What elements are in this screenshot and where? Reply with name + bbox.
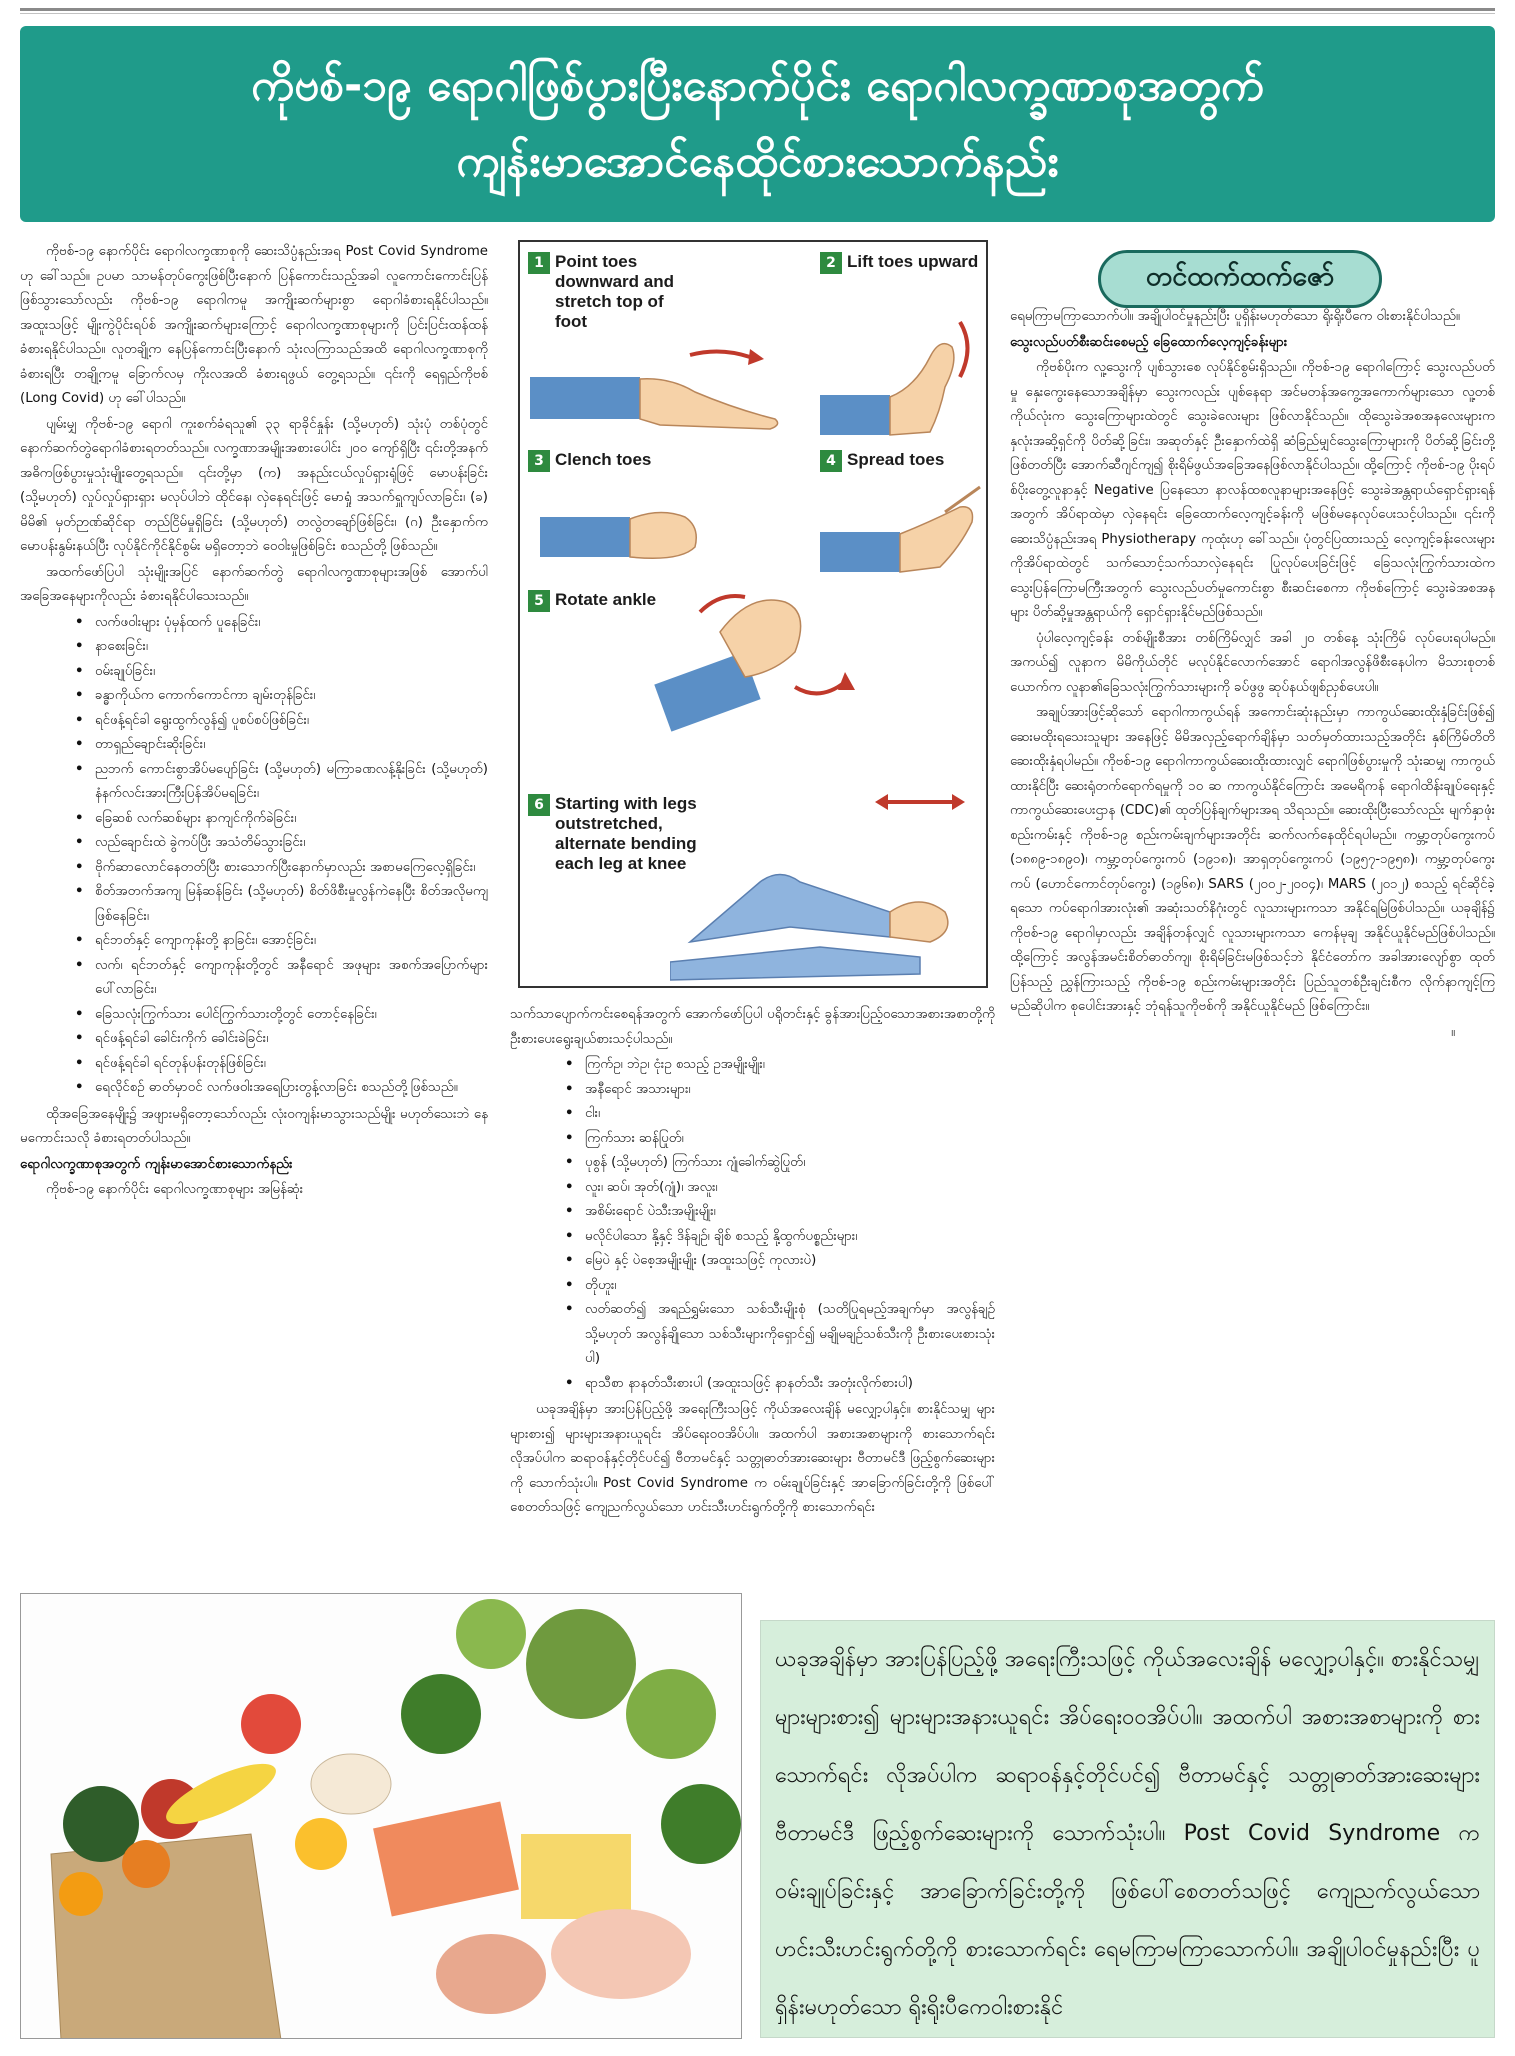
list-item: • ရင်ဖန့်ရင်ခါ ရွေးထွက်လွန်၍ ပူစပ်စပ်ဖြစ်ခြင်း၊ <box>20 709 488 734</box>
paragraph: ယခုအချိန်မှာ အားပြန်ပြည့်ဖို့ အရေးကြီးသဖြင့် ကိုယ်အလေးချိန် မလျှော့ပါနှင့်။ စားနိုင်သမျှ များများစား၍ များများအနားယူရင်း အိပ်ရေးဝဝအိပ်ပါ။ အထက်ပါ အစားအစာများကို စားသောက်ရင်း လိုအပ်ပါက ဆရာဝန်နှင့်တိုင်ပင်၍ ဗီတာမင်နှင့် သတ္တုဓာတ်အားဆေးများ ဗီတာမင်ဒီ ဖြည့်စွက်ဆေးများကို သောက်သုံးပါ။ Post Covid Syndrome က ဝမ်းချုပ်ခြင်းနှင့် အာခြောက်ခြင်းတို့ကို ဖြစ်ပေါ်စေတတ်သဖြင့် ကျေညက်လွယ်သော ဟင်းသီးဟင်းရွက်တို့ကို စားသောက်ရင်း <box>510 1402 995 1515</box>
list-item: • ငါး၊ <box>510 1102 995 1127</box>
exercise-step-2 <box>820 252 980 274</box>
paragraph: ကိုဗစ်-၁၉ နောက်ပိုင်း ရောဂါလက္ခဏာစုများ အမြန်ဆုံး <box>46 1182 304 1197</box>
paragraph: ကိုဗစ်ပိုးက လူ့သွေးကို ပျစ်သွားစေ လုပ်နိုင်စွမ်းရှိသည်။ ကိုဗစ်-၁၉ ရောဂါကြောင့် သွေးလည်ပတ်မှု နှေးကွေးနေသောအချိန်မှာ သွေးကလည်း ပျစ်နေရာ အင်မတန်အကွေ့အကောက်များသော လူ့တစ်ကိုယ်လုံးက သွေးကြောများထဲတွင် သွေးခဲလေးများ ဖြစ်လာနိုင်သည်။ ထိုသွေးခဲအစအနလေးများက နှလုံးအဆို့ရှင်ကို ပိတ်ဆို့ခြင်း၊ အဆုတ်နှင့် ဦးနှောက်ထဲရှိ ဆံခြည်မျှင်သွေးကြောများကို ပိတ်ဆို့ခြင်းတို့ဖြစ်တတ်ပြီး အောက်ဆီဂျင်ကျ၍ စိုးရိမ်ဖွယ်အခြေအနေဖြစ်လာနိုင်ပါသည်။ ထို့ကြောင့် ကိုဗစ်-၁၉ ပိုးရပ်စ်ပိုးတွေ့လူနာနှင့် Negative ပြနေသော နာလန်ထစလူနာများအနေဖြင့် သွေးခဲအန္တရာယ်ရှောင်ရှားရန်အတွက် အိပ်ရာထဲမှာ လှဲနေရင်း ခြေထောက်လေ့ကျင့်ခန်းကို မဖြစ်မနေလုပ်ပေးသင့်ပါသည်။ ၎င်းကို ဆေးသိပ္ပံနည်းအရ Physiotherapy ကုထုံးဟု ခေါ်သည်။ ပုံတွင်ပြထားသည့် လေ့ကျင့်ခန်းလေးများကိုအိပ်ရာထဲတွင် သက်သောင့်သက်သာလှဲနေရင်း ပြုလုပ်ပေးခြင်းဖြင့် ခြေသလုံးကြွက်သားထဲက သွေးပြန်ကြောမကြီးအတွက် သွေးလည်ပတ်မှုကောင်းစွာ စီးဆင်းစေကာ ကိုဗစ်ကြောင့် သွေးခဲအစအနများ ပိတ်ဆို့မှုအန္တရာယ်ကို ရှောင်ရှားနိုင်မည်ဖြစ်သည်။ <box>1010 360 1495 620</box>
exercise-step-4 <box>820 450 980 472</box>
top-rule <box>20 8 1495 11</box>
list-item: • ဗိုက်ဆာလောင်နေတတ်ပြီး စားသောက်ပြီးနောက်မှာလည်း အစာမကြေလေ့ရှိခြင်း၊ <box>20 856 488 881</box>
paragraph: ပျမ်းမျှ ကိုဗစ်-၁၉ ရောဂါ ကူးစက်ခံရသူ၏ ၃၃ ရာခိုင်နှုန်း (သို့မဟုတ်) သုံးပုံ တစ်ပုံတွင် နောက်ဆက်တွဲရောဂါခံစားရတတ်သည်။ လက္ခဏာအမျိုးအစားပေါင်း ၂၀၀ ကျော်ရှိပြီး ၎င်းတို့အနက် အဓိကဖြစ်ပွားမှုသုံးမျိုးတွေ့ရသည်။ ၎င်းတို့မှာ (က) အနည်းငယ်လှုပ်ရှားရုံဖြင့် မောပန်းခြင်း (သို့မဟုတ်) လှုပ်လှုပ်ရှားရှား မလုပ်ပါဘဲ ထိုင်နေ၊ လှဲနေရင်းဖြင့် မောရှုံ အသက်ရှူကျပ်လာခြင်း၊ (ခ) မိမိ၏ မှတ်ဉာဏ်ဆိုင်ရာ တည်ငြိမ်မှုရှိခြင်း (သို့မဟုတ်) တလွဲတချော်ဖြစ်ခြင်း၊ (ဂ) ဦးနှောက်က မောပန်းနွမ်းနယ်ပြီး လုပ်နိုင်ကိုင်နိုင်စွမ်း မရှိတော့ဘဲ ဝေဝါးမှုဖြစ်ခြင်း စသည်တို့ ဖြစ်သည်။ <box>20 416 488 554</box>
highlight-quote-box: ယခုအချိန်မှာ အားပြန်ပြည့်ဖို့ အရေးကြီးသဖြင့် ကိုယ်အလေးချိန် မလျှော့ပါနှင့်။ စားနိုင်သမျှများများစား၍ များများအနားယူရင်း အိပ်ရေးဝဝအိပ်ပါ။ အထက်ပါ အစားအစာများကို စားသောက်ရင်း လိုအပ်ပါက ဆရာဝန်နှင့်တိုင်ပင်၍ ဗီတာမင်နှင့် သတ္တုဓာတ်အားဆေးများ ဗီတာမင်ဒီ ဖြည့်စွက်ဆေးများကို သောက်သုံးပါ။ Post Covid Syndrome က ဝမ်းချုပ်ခြင်းနှင့် အာခြောက်ခြင်းတို့ကို ဖြစ်ပေါ်စေတတ်သဖြင့် ကျေညက်လွယ်သော ဟင်းသီးဟင်းရွက်တို့ကို စားသောက်ရင်း ရေမကြာမကြာသောက်ပါ။ အချိုပါဝင်မှုနည်းပြီး ပူရှိန်းမဟုတ်သော ရိုးရိုးပီကေဝါးစားနိုင် <box>760 1620 1495 2038</box>
symptom-list <box>20 611 488 1101</box>
list-item: • လတ်ဆတ်၍ အရည်ရွှမ်းသော သစ်သီးမျိုးစုံ (သတိပြုရမည့်အချက်မှာ အလွန်ချဉ် သို့မဟုတ် အလွန်ချိုသော သစ်သီးများကိုရှောင်၍ မချိုမချဉ်သစ်သီးကို ဦးစားပေးစားသုံးပါ) <box>510 1298 995 1372</box>
leg-exercise-figure <box>518 240 988 988</box>
list-item: • လက်၊ ရင်ဘတ်နှင့် ကျောကုန်းတို့တွင် အနီရောင် အဖုများ အစက်အပြောက်များ ပေါ်လာခြင်း၊ <box>20 954 488 1003</box>
list-item: • တိုဟူး၊ <box>510 1274 995 1299</box>
ankle-rotation-illustration <box>520 572 986 742</box>
section-heading: ရောဂါလက္ခဏာစုအတွက် ကျန်းမာအောင်စားသောက်နည်း <box>20 1156 293 1172</box>
paragraph: ကိုဗစ်-၁၉ နောက်ပိုင်း ရောဂါလက္ခဏာစုကို ဆေးသိပ္ပံနည်းအရ Post Covid Syndrome ဟု ခေါ်သည်။ ဥပမာ သာမန်တုပ်ကွေးဖြစ်ပြီးနောက် ပြန်ကောင်းသည့်အခါ လူကောင်းကောင်းပြန်ဖြစ်သွားသော်လည်း ကိုဗစ်-၁၉ ရောဂါကမူ အကျိုးဆက်များစွာ ရောဂါခံစားရနိုင်ပါသည်။ အထူးသဖြင့် မျိုးကွဲပိုင်းရပ်စ် အကျိုးဆက်များကြောင့် ရောဂါလက္ခဏာစုများကို ပြင်းပြင်းထန်ထန် ခံစားရနိုင်ပါသည်။ လူတချို့က နေပြန်ကောင်းပြီးနောက် သုံးလကြာသည်အထိ ရောဂါလက္ခဏာစုကို ခံစားရပြီး တချို့ကမူ ခြောက်လမှ ကိုးလအထိ ခံစားရဖွယ် တွေ့ရသည်။ ၎င်းကို ရေရှည်ကိုဗစ် (Long Covid) ဟု ခေါ်ပါသည်။ <box>20 244 488 406</box>
step-label: Lift toes upward <box>847 252 979 271</box>
step-badge: 5 <box>528 590 550 612</box>
list-item: • လက်ဖဝါးများ ပုံမှန်ထက် ပူနေခြင်း၊ <box>20 611 488 636</box>
step-badge: 4 <box>820 450 842 472</box>
paragraph: ပုံပါလေ့ကျင့်ခန်း တစ်မျိုးစီအား တစ်ကြိမ်လျှင် အခါ ၂၀ တစ်နေ့ သုံးကြိမ် လုပ်ပေးရပါမည်။ အကယ်၍ လူနာက မိမိကိုယ်တိုင် မလုပ်နိုင်လောက်အောင် ရောဂါအလွန်ဖိစီးနေပါက မိသားစုတစ်ယောက်က လူနာ၏ခြေသလုံးကြွက်သားများကို ခပ်ဖွဖွ ဆုပ်နယ်ဖျစ်ညှစ်ပေးပါ။ <box>1010 630 1495 695</box>
list-item: • ခြေဆစ် လက်ဆစ်များ နာကျင်ကိုက်ခဲခြင်း၊ <box>20 807 488 832</box>
paragraph: သက်သာပျောက်ကင်းစေရန်အတွက် အောက်ဖော်ပြပါ ပရိုတင်းနှင့် ခွန်အားပြည့်ဝသောအစားအစာတို့ကို ဦးစားပေးရွေးချယ်စားသင့်ပါသည်။ <box>510 1007 995 1047</box>
list-item: • ရာသီစာ နာနတ်သီးစားပါ (အထူးသဖြင့် နာနတ်သီး အတုံးလိုက်စားပါ) <box>510 1372 995 1397</box>
top-rule-thin <box>20 13 1495 14</box>
paragraph: အချုပ်အားဖြင့်ဆိုသော် ရောဂါကာကွယ်ရန် အကောင်းဆုံးနည်းမှာ ကာကွယ်ဆေးထိုးနှံခြင်းဖြစ်၍ ဆေးမထိုးရသေးသူများ အနေဖြင့် မိမိအလှည့်ရောက်ချိန်မှာ သတ်မှတ်ထားသည့်အတိုင်း နှစ်ကြိမ်တိတိ ဆေးထိုးနှံရပါမည်။ ကိုဗစ်-၁၉ ရောဂါကာကွယ်ဆေးထိုးထားလျှင် ရောဂါဖြစ်ပွားမှုကို သုံးဆမျှ ကာကွယ်ထားနိုင်ပြီး ဆေးရုံတက်ရောက်ရမှုကို ၁၀ ဆ ကာကွယ်နိုင်ကြောင်း အမေရိကန် ရောဂါထိန်းချုပ်ရေးနှင့် ကာကွယ်ဆေးပေးဌာန (CDC)၏ ထုတ်ပြန်ချက်များအရ သိရသည်။ ဆေးထိုးပြီးသော်လည်း မျက်နှာဖုံးစည်းကမ်းနှင့် ကိုဗစ်-၁၉ စည်းကမ်းချက်များအတိုင်း ဆက်လက်နေထိုင်ရပါမည်။ ကမ္ဘာ့တုပ်ကွေးကပ် (၁၈၈၉-၁၈၉၀)၊ ကမ္ဘာ့တုပ်ကွေးကပ် (၁၉၁၈)၊ အာရှတုပ်ကွေးကပ် (၁၉၅၇-၁၉၅၈)၊ ကမ္ဘာ့တုပ်ကွေးကပ် (ဟောင်ကောင်တုပ်ကွေး) (၁၉၆၈)၊ SARS (၂၀၀၂-၂၀၀၄)၊ MARS (၂၀၁၂) စသည့် ရင်ဆိုင်ခဲ့ရသော ကပ်ရောဂါအားလုံး၏ အဆုံးသတ်နိဂုံးတွင် လူသားများကသာ အနိုင်ရမြဲဖြစ်ပါသည်။ ယခုချိန်၌ ကိုဗစ်-၁၉ ရောဂါမှာလည်း အချိန်တန်လျှင် လူသားများကသာ ကေန်မုချ အနိုင်ယူနိုင်မည်ဖြစ်ပါသည်။ ထို့ကြောင့် အလွန်အမင်းစိတ်ဓာတ်ကျ၊ စိုးရိမ်ခြင်းမဖြစ်သင့်ဘဲ နိုင်ငံတော်က အခါအားလျော်စွာ ထုတ်ပြန်သည့် ညွှန်ကြားသည့် ကိုဗစ်-၁၉ စည်းကမ်းများအတိုင်း ပြည်သူတစ်ဦးချင်းစီက လိုက်နာကျင့်ကြမည်ဆိုပါက စုပေါင်းအားနှင့် ဘုံရန်သူကိုဗစ်ကို အနိုင်ယူနိုင်မည် ဖြစ်ကြောင်း။ <box>1010 705 1495 1014</box>
food-illustration <box>21 1594 742 2039</box>
article-column-1 <box>20 240 488 1575</box>
headline-line-2: ကျန်းမာအောင်နေထိုင်စားသောက်နည်း <box>456 136 1059 187</box>
author-byline: တင်ထက်ထက်ဇော် <box>1098 250 1382 308</box>
end-mark: ။ <box>1450 1024 1455 1040</box>
headline-banner <box>20 26 1495 222</box>
step-label: Point toes downward and stretch top of foot <box>555 252 674 331</box>
list-item: • ပုစွန် (သို့မဟုတ်) ကြက်သား ဂျုံခေါက်ဆွဲပြုတ်၊ <box>510 1151 995 1176</box>
step-badge: 2 <box>820 252 842 274</box>
list-item: • စိတ်အတက်အကျ မြန်ဆန်ခြင်း (သို့မဟုတ်) စိတ်ဖိစီးမှုလွန်ကဲနေပြီး စိတ်အလိုမကျ ဖြစ်နေခြင်း၊ <box>20 880 488 929</box>
list-item: • ရင်ဖန့်ရင်ခါ ရင်တုန်ပန်းတုန်ဖြစ်ခြင်း၊ <box>20 1052 488 1077</box>
list-item: • ရေလိုင်စဉ် ဓာတ်မှာဝင် လက်ဖဝါးအရေပြားတွန့်လာခြင်း စသည်တို့ဖြစ်သည်။ <box>20 1076 488 1101</box>
list-item: • ကြက်ဥ၊ ဘဲဥ၊ ငုံးဥ စသည့် ဥအမျိုးမျိုး၊ <box>510 1053 995 1078</box>
feet-illustration-1-2 <box>520 317 986 447</box>
exercise-step-3 <box>528 450 688 472</box>
section-heading: သွေးလည်ပတ်စီးဆင်းစေမည့် ခြေထောက်လေ့ကျင့်ခန်းများ <box>1010 334 1288 350</box>
list-item: • ဝမ်းချုပ်ခြင်း၊ <box>20 660 488 685</box>
step-label: Rotate ankle <box>555 590 657 609</box>
paragraph: ထိုအခြေအနေမျိုး၌ အဖျားမရှိတော့သော်လည်း လုံးဝကျန်းမာသွားသည်မျိုး မဟုတ်သေးဘဲ နေမကောင်းသလို ခံစားရတတ်ပါသည်။ <box>20 1106 488 1146</box>
step-label: Starting with legs outstretched, alternate bending each leg at knee <box>555 794 697 873</box>
healthy-food-photo <box>20 1593 742 2039</box>
headline-line-1: ကိုဗစ်-၁၉ ရောဂါဖြစ်ပွားပြီးနောက်ပိုင်း ရောဂါလက္ခဏာစုအတွက် <box>251 60 1264 111</box>
list-item: • ကြက်သား ဆန်ပြုတ်၊ <box>510 1127 995 1152</box>
list-item: • မြေပဲ နှင့် ပဲစေ့အမျိုးမျိုး (အထူးသဖြင့် ကုလားပဲ) <box>510 1249 995 1274</box>
list-item: • ညဘက် ကောင်းစွာအိပ်မပျော်ခြင်း (သို့မဟုတ်) မကြာခဏလန့်နိုးခြင်း (သို့မဟုတ်) နံနက်လင်းအားကြီးပြန်အိပ်မရခြင်း၊ <box>20 758 488 807</box>
article-column-2 <box>510 1003 995 1581</box>
step-label: Spread toes <box>847 450 945 469</box>
list-item: • လူး၊ ဆပ်၊ အုတ်(ဂျုံ)၊ အလူး၊ <box>510 1176 995 1201</box>
list-item: • တာရှည်ချောင်းဆိုးခြင်း၊ <box>20 733 488 758</box>
list-item: • နာစေးခြင်း၊ <box>20 635 488 660</box>
list-item: • လည်ချောင်းထဲ ခွဲကပ်ပြီး အသံတိမ်သွားခြင်း၊ <box>20 831 488 856</box>
list-item: • အနီရောင် အသားများ၊ <box>510 1078 995 1103</box>
list-item: • ခြေသလုံးကြွက်သား ပေါင်ကြွက်သားတို့တွင် တောင့်နေခြင်း၊ <box>20 1003 488 1028</box>
step-badge: 3 <box>528 450 550 472</box>
step-label: Clench toes <box>555 450 652 469</box>
article-column-3 <box>1010 305 1495 1570</box>
knee-bend-illustration <box>670 762 986 982</box>
step-badge: 1 <box>528 252 550 274</box>
paragraph: ရေမကြာမကြာသောက်ပါ။ အချိုပါဝင်မှုနည်းပြီး ပူရှိန်းမဟုတ်သော ရိုးရိုးပီကေ ဝါးစားနိုင်ပါသည်။ <box>1010 309 1460 324</box>
list-item: • မလိုင်ပါသော နို့နှင့် ဒိန်ချဉ်၊ ချိစ် စသည့် နို့ထွက်ပစ္စည်းများ၊ <box>510 1225 995 1250</box>
paragraph: အထက်ဖော်ပြပါ သုံးမျိုးအပြင် နောက်ဆက်တွဲ ရောဂါလက္ခဏာစုများအဖြစ် အောက်ပါအခြေအနေများကိုလည်း ခံစားရနိုင်ပါသေးသည်။ <box>20 564 488 604</box>
list-item: • ရင်ဖန့်ရင်ခါ ခေါင်းကိုက် ခေါင်းခဲခြင်း၊ <box>20 1027 488 1052</box>
step-badge: 6 <box>528 794 550 816</box>
food-list <box>510 1053 995 1396</box>
list-item: • အစိမ်းရောင် ပဲသီးအမျိုးမျိုး၊ <box>510 1200 995 1225</box>
list-item: • ခန္ဓာကိုယ်က ကောက်ကောင်ကာ ချမ်းတုန်ခြင်း၊ <box>20 684 488 709</box>
list-item: • ရင်ဘတ်နှင့် ကျောကုန်းတို့ နာခြင်း၊ အောင့်ခြင်း၊ <box>20 929 488 954</box>
